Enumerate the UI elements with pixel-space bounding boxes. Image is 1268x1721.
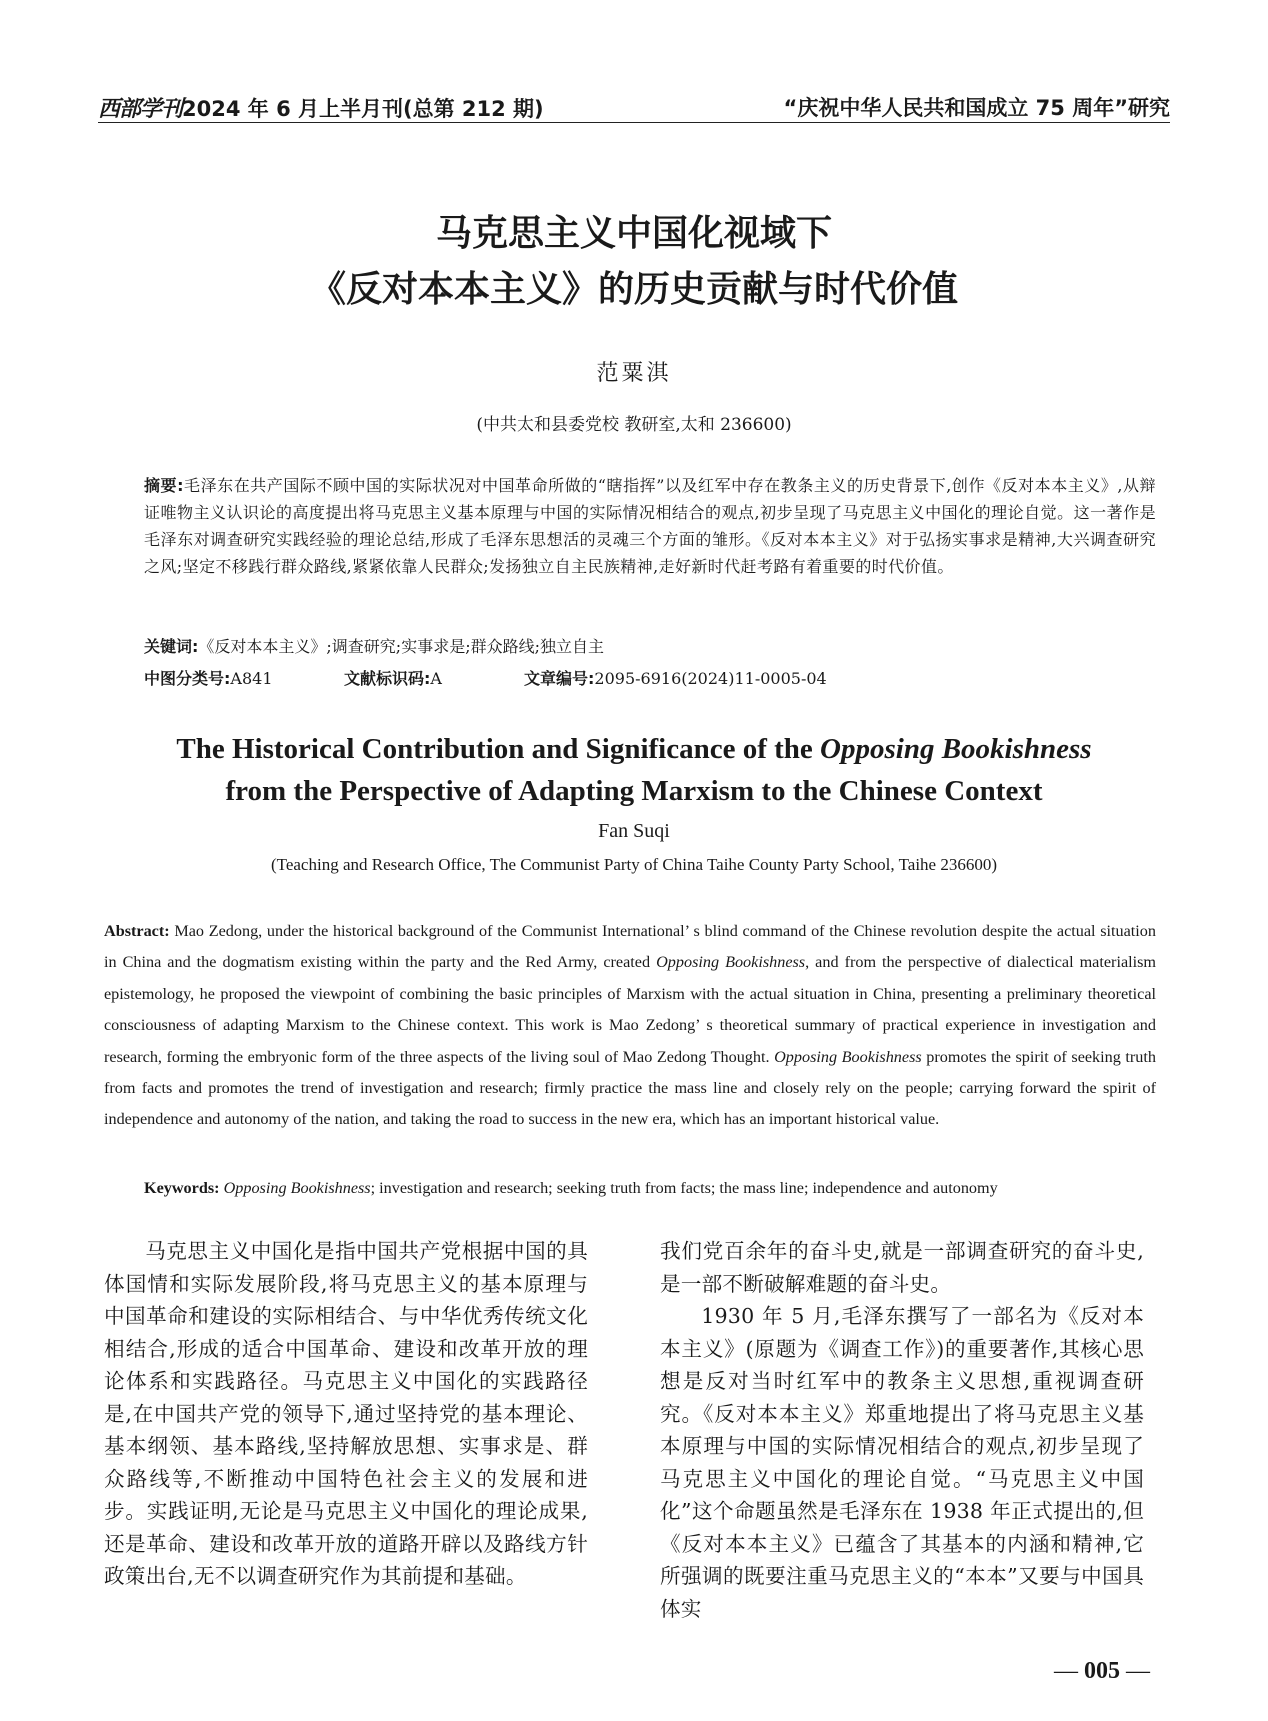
page-number — [1054, 1658, 1150, 1685]
page-number-dash-left: — — [1054, 1658, 1078, 1684]
english-abstract-part-1: Mao Zedong, under the historical background of the Communist International’ s blind command of the Chinese revolution despite the actual situation in China and the dogmatism existing within the party and the Red Army, created — [104, 922, 1156, 972]
page-number-dash-right: — — [1126, 1658, 1150, 1684]
header-rule — [98, 122, 1170, 123]
journal-issue-info — [98, 92, 544, 123]
chinese-affiliation: (中共太和县委党校 教研室,太和 236600) — [476, 415, 792, 435]
english-title-line-2: from the Perspective of Adapting Marxism to the Chinese Context — [225, 775, 1043, 807]
chinese-title — [0, 206, 1268, 318]
english-keywords-text: ; investigation and research; seeking truth from facts; the mass line; independence and autonomy — [370, 1179, 998, 1197]
english-title-line-1-text: The Historical Contribution and Significance of the — [176, 733, 821, 765]
body-column-left — [104, 1235, 588, 1593]
doc-code-label: 文献标识码: — [344, 669, 431, 688]
clc-value: A841 — [230, 669, 273, 688]
english-abstract-part-2: , and from the perspective of dialectical materialism epistemology, he proposed the viewpoint of combining the basic principles of Marxism with the actual situation in China, presenting a preliminary theoretical consciousness of adapting Marxism to the Chinese context. This work is Mao Zedong’ s theoretical summary of practical experience in investigation and research, forming the embryonic form of the three aspects of the living soul of Mao Zedong Thought. — [104, 953, 1157, 1066]
classification-info — [144, 665, 1156, 692]
chinese-abstract — [144, 472, 1156, 580]
english-affiliation: (Teaching and Research Office, The Communist Party of China Taihe County Party School, Taihe 236600) — [270, 855, 998, 874]
body-paragraph: 1930 年 5 月,毛泽东撰写了一部名为《反对本本主义》(原题为《调查工作》)的重要著作,其核心思想是反对当时红军中的教条主义思想,重视调查研究。《反对本本主义》郑重地提出了将马克思主义基本原理与中国的实际情况相结合的观点,初步呈现了马克思主义中国化的理论自觉。“马克思主义中国化”这个命题虽然是毛泽东在 1938 年正式提出的,但《反对本本主义》已蕴含了其基本的内涵和精神,它所强调的既要注重马克思主义的“本本”又要与中国具体实 — [660, 1304, 1144, 1621]
english-abstract-label: Abstract: — [104, 922, 170, 940]
article-no-value: 2095-6916(2024)11-0005-04 — [594, 669, 827, 688]
body-column-right — [660, 1235, 1144, 1625]
chinese-title-line-1: 马克思主义中国化视域下 — [435, 213, 832, 254]
issue-label: 2024 年 6 月上半月刊(总第 212 期) — [182, 97, 544, 121]
chinese-keywords — [144, 633, 1156, 660]
chinese-title-line-2: 《反对本本主义》的历史贡献与时代价值 — [309, 269, 958, 310]
doc-code-value: A — [430, 669, 442, 688]
chinese-author: 范粟淇 — [596, 361, 672, 386]
english-title — [0, 728, 1268, 812]
chinese-keywords-text: 《反对本本主义》;调查研究;实事求是;群众路线;独立自主 — [198, 637, 604, 656]
english-keywords-label: Keywords: — [144, 1179, 220, 1197]
page-number-value: 005 — [1084, 1658, 1120, 1684]
english-keywords-italic: Opposing Bookishness — [223, 1179, 371, 1197]
chinese-abstract-label: 摘要: — [144, 476, 184, 495]
running-header — [98, 88, 1170, 126]
chinese-keywords-label: 关键词: — [144, 637, 199, 656]
column-title: “庆祝中华人民共和国成立 75 周年”研究 — [783, 96, 1170, 120]
english-abstract-italic-1: Opposing Bookishness — [656, 953, 806, 972]
english-abstract-italic-2: Opposing Bookishness — [774, 1047, 922, 1066]
english-author: Fan Suqi — [598, 820, 670, 842]
chinese-abstract-text: 毛泽东在共产国际不顾中国的实际状况对中国革命所做的“瞎指挥”以及红军中存在教条主义的历史背景下,创作《反对本本主义》,从辩证唯物主义认识论的高度提出将马克思主义基本原理与中国的实际情况相结合的观点,初步呈现了马克思主义中国化的理论自觉。这一著作是毛泽东对调查研究实践经验的理论总结,形成了毛泽东思想活的灵魂三个方面的雏形。《反对本本主义》对于弘扬实事求是精神,大兴调查研究之风;坚定不移践行群众路线,紧紧依靠人民群众;发扬独立自主民族精神,走好新时代赶考路有着重要的时代价值。 — [144, 476, 1156, 576]
article-no-label: 文章编号: — [524, 669, 595, 688]
clc-label: 中图分类号: — [144, 669, 231, 688]
english-abstract-part-3: promotes the spirit of seeking truth from facts and promotes the trend of investigation and research; firmly practice the mass line and closely rely on the people; carrying forward the spirit of independence and autonomy of the nation, and taking the road to success in the new era, which has an important historical value. — [104, 1047, 1156, 1129]
english-title-italic: Opposing Bookishness — [820, 733, 1092, 765]
body-paragraph-continuation: 我们党百余年的奋斗史,就是一部调查研究的奋斗史,是一部不断破解难题的奋斗史。 — [660, 1239, 1144, 1296]
english-abstract — [104, 916, 1156, 1136]
journal-logo: 西部学刊 — [98, 96, 183, 122]
body-paragraph: 马克思主义中国化是指中国共产党根据中国的具体国情和实际发展阶段,将马克思主义的基本原理与中国革命和建设的实际相结合、与中华优秀传统文化相结合,形成的适合中国革命、建设和改革开放的理论体系和实践路径。马克思主义中国化的实践路径是,在中国共产党的领导下,通过坚持党的基本理论、基本纲领、基本路线,坚持解放思想、实事求是、群众路线等,不断推动中国特色社会主义的发展和进步。实践证明,无论是马克思主义中国化的理论成果,还是革命、建设和改革开放的道路开辟以及路线方针政策出台,无不以调查研究作为其前提和基础。 — [104, 1239, 588, 1588]
english-title-line-1 — [0, 728, 1268, 770]
english-keywords — [144, 1173, 1156, 1203]
